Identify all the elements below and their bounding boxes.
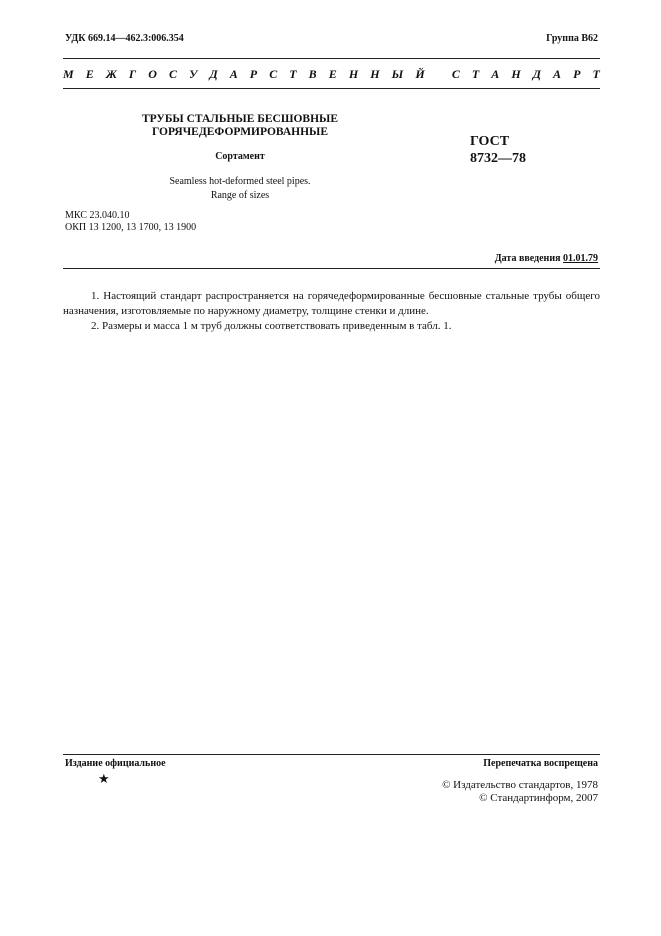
- english-title-line-1: Seamless hot-deformed steel pipes.: [169, 176, 311, 187]
- banner-letter: Й: [415, 67, 425, 81]
- gost-designation: [470, 133, 526, 167]
- top-rule: [63, 58, 600, 59]
- english-title-line-2: Range of sizes: [210, 190, 270, 201]
- banner-letter: М: [63, 67, 74, 81]
- banner-letter: У: [189, 67, 198, 81]
- copyright-line-2: © Стандартинформ, 2007: [479, 792, 598, 804]
- gost-number: 8732—78: [470, 151, 526, 166]
- banner-letter: С: [168, 67, 177, 81]
- banner-letter: Ж: [105, 67, 117, 81]
- udk-code: УДК 669.14—462.3:006.354: [65, 33, 184, 44]
- title-block: [120, 113, 360, 203]
- paragraph-2: 2. Размеры и масса 1 м труб должны соответствовать приведенным в табл. 1.: [91, 320, 452, 332]
- okp-code: ОКП 13 1200, 13 1700, 13 1900: [65, 222, 197, 233]
- subtitle: Сортамент: [215, 151, 265, 162]
- star-icon: ★: [98, 771, 110, 786]
- copyright-block: [442, 779, 598, 805]
- banner-rule: [63, 88, 600, 89]
- banner-letter: С: [451, 67, 460, 81]
- banner-letter: Е: [85, 67, 94, 81]
- banner-letter: А: [553, 67, 562, 81]
- banner-letter: Е: [328, 67, 337, 81]
- banner-letter: В: [308, 67, 317, 81]
- reprint-prohibited-label: Перепечатка воспрещена: [483, 758, 598, 769]
- banner-letter: Д: [532, 67, 541, 81]
- banner-letter: Т: [471, 67, 480, 81]
- banner-letter: С: [269, 67, 278, 81]
- footer-rule: [63, 754, 600, 755]
- copyright-line-1: © Издательство стандартов, 1978: [442, 779, 598, 791]
- banner-letter: Ы: [391, 67, 404, 81]
- english-title: [120, 175, 360, 203]
- body-text: [63, 289, 600, 334]
- banner-letter: Н: [370, 67, 380, 81]
- banner-letter: Т: [289, 67, 297, 81]
- banner-letter: А: [229, 67, 238, 81]
- intro-date-label: Дата введения: [494, 253, 561, 264]
- group-code: Группа В62: [546, 33, 598, 44]
- banner-letter: Н: [511, 67, 521, 81]
- banner-letter: Р: [573, 67, 581, 81]
- banner-letter: [437, 67, 440, 82]
- paragraph-1: 1. Настоящий стандарт распространяется на горячедеформированные бесшовные стальные трубы общего назначения, изготовляемые по наружному диаметру, толщине стенки и длине.: [63, 290, 600, 317]
- mks-code: МКС 23.040.10: [65, 210, 130, 221]
- classification-codes: [65, 210, 196, 234]
- banner-letter: Р: [249, 67, 258, 81]
- interstate-standard-banner: [63, 67, 600, 82]
- intro-date-value: 01.01.79: [563, 253, 598, 264]
- banner-letter: Г: [128, 67, 137, 81]
- title-line-1: ТРУБЫ СТАЛЬНЫЕ БЕСШОВНЫЕ: [141, 113, 338, 125]
- banner-letter: Т: [592, 67, 600, 81]
- banner-letter: Н: [348, 67, 359, 81]
- banner-letter: А: [491, 67, 500, 81]
- banner-letter: Д: [209, 67, 218, 81]
- gost-label: ГОСТ: [470, 134, 510, 149]
- introduction-date: [495, 253, 598, 264]
- official-edition-label: Издание официальное: [65, 758, 166, 769]
- title-line-2: ГОРЯЧЕДЕФОРМИРОВАННЫЕ: [152, 126, 328, 138]
- banner-letter: О: [148, 67, 157, 81]
- date-rule: [63, 268, 600, 269]
